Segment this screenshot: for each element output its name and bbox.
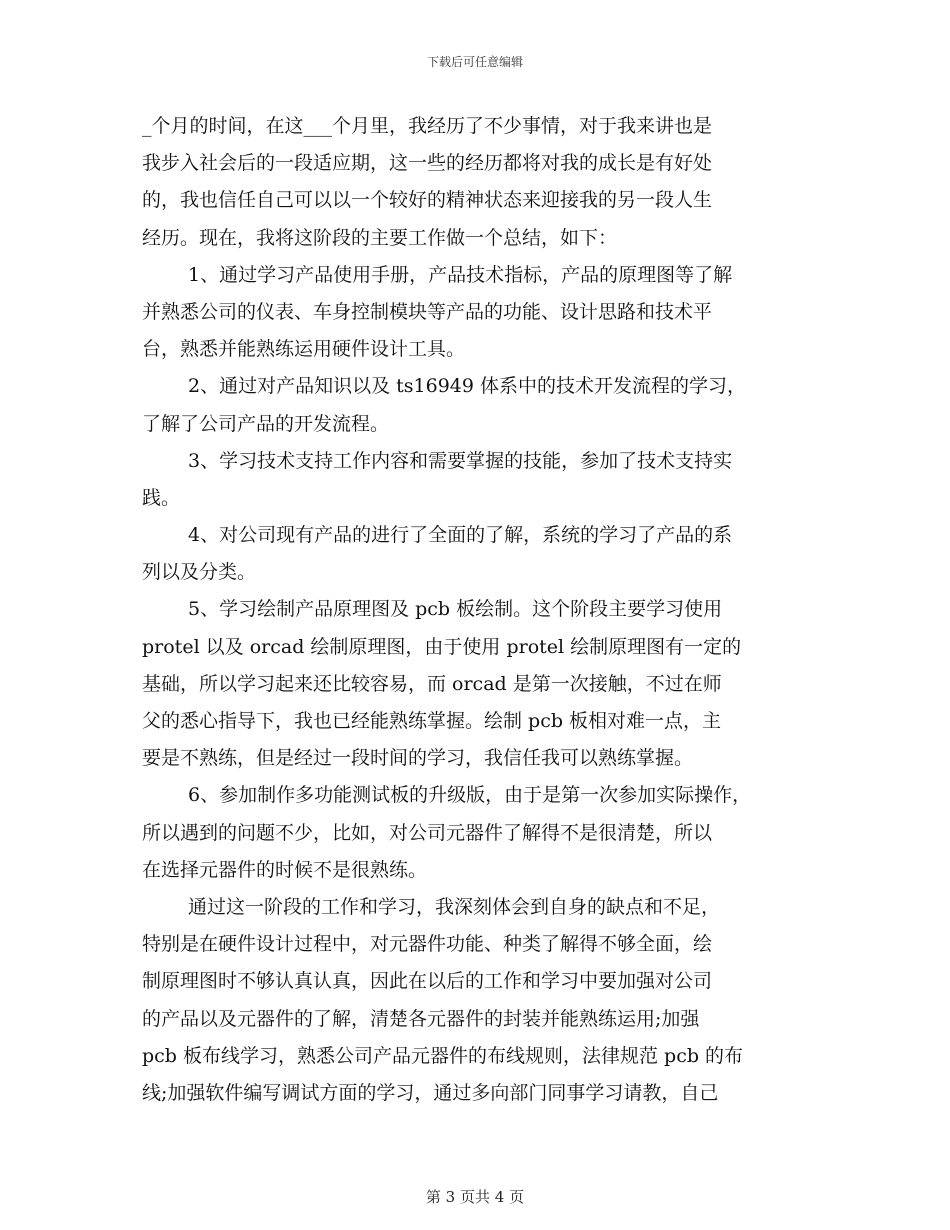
text-line: 制原理图时不够认真认真，因此在以后的工作和学习中要加强对公司 — [142, 970, 713, 993]
text-line: 了解了公司产品的开发流程。 — [142, 412, 390, 435]
paragraph-first-line: 5、学习绘制产品原理图及 pcb 板绘制。这个阶段主要学习使用 — [188, 598, 723, 621]
text-line: 经历。现在，我将这阶段的主要工作做一个总结，如下： — [142, 226, 618, 249]
text-line: 的产品以及元器件的了解，清楚各元器件的封装并能熟练运用;加强 — [142, 1007, 700, 1030]
text-line: 要是不熟练，但是经过一段时间的学习，我信任我可以熟练掌握。 — [142, 747, 694, 770]
paragraph-first-line: 1、通过学习产品使用手册，产品技术指标，产品的原理图等了解 — [188, 263, 733, 286]
text-line: 线;加强软件编写调试方面的学习，通过多向部门同事学习请教，自己 — [142, 1081, 719, 1104]
text-line: 并熟悉公司的仪表、车身控制模块等产品的功能、设计思路和技术平 — [142, 300, 713, 323]
text-line: 父的悉心指导下，我也已经能熟练掌握。绘制 pcb 板相对难一点，主 — [142, 710, 722, 732]
paragraph-first-line: 4、对公司现有产品的进行了全面的了解，系统的学习了产品的系 — [188, 524, 733, 547]
text-line: 的，我也信任自己可以以一个较好的精神状态来迎接我的另一段人生 — [142, 189, 713, 212]
text-line: protel 以及 orcad 绘制原理图，由于使用 protel 绘制原理图有一定的 — [142, 635, 742, 658]
paragraph-first-line: 2、通过对产品知识以及 ts16949 体系中的技术开发流程的学习， — [188, 375, 746, 398]
text-line: 基础，所以学习起来还比较容易，而 orcad 是第一次接触，不过在师 — [142, 672, 722, 695]
text-line: _个月的时间，在这___个月里，我经历了不少事情，对于我来讲也是 — [142, 115, 713, 137]
paragraph-first-line: 3、学习技术支持工作内容和需要掌握的技能，参加了技术支持实 — [188, 449, 733, 472]
text-line: 特别是在硬件设计过程中，对元器件功能、种类了解得不够全面，绘 — [142, 933, 713, 956]
text-line: 所以遇到的问题不少，比如，对公司元器件了解得不是很清楚，所以 — [142, 821, 713, 844]
text-line: 我步入社会后的一段适应期，这一些的经历都将对我的成长是有好处 — [142, 152, 713, 175]
text-line: 台，熟悉并能熟练运用硬件设计工具。 — [142, 338, 466, 361]
page-header: 下载后可任意编辑 — [426, 55, 523, 69]
page-number-footer: 第 3 页共 4 页 — [425, 1188, 525, 1206]
text-line: 在选择元器件的时候不是很熟练。 — [142, 858, 428, 881]
paragraph-first-line: 通过这一阶段的工作和学习，我深刻体会到自身的缺点和不足， — [188, 895, 721, 918]
text-line: 列以及分类。 — [142, 561, 257, 584]
paragraph-first-line: 6、参加制作多功能测试板的升级版，由于是第一次参加实际操作， — [188, 784, 752, 807]
document-body — [142, 108, 810, 1112]
text-line: 践。 — [142, 486, 181, 509]
text-line: pcb 板布线学习，熟悉公司产品元器件的布线规则，法律规范 pcb 的布 — [142, 1044, 744, 1067]
